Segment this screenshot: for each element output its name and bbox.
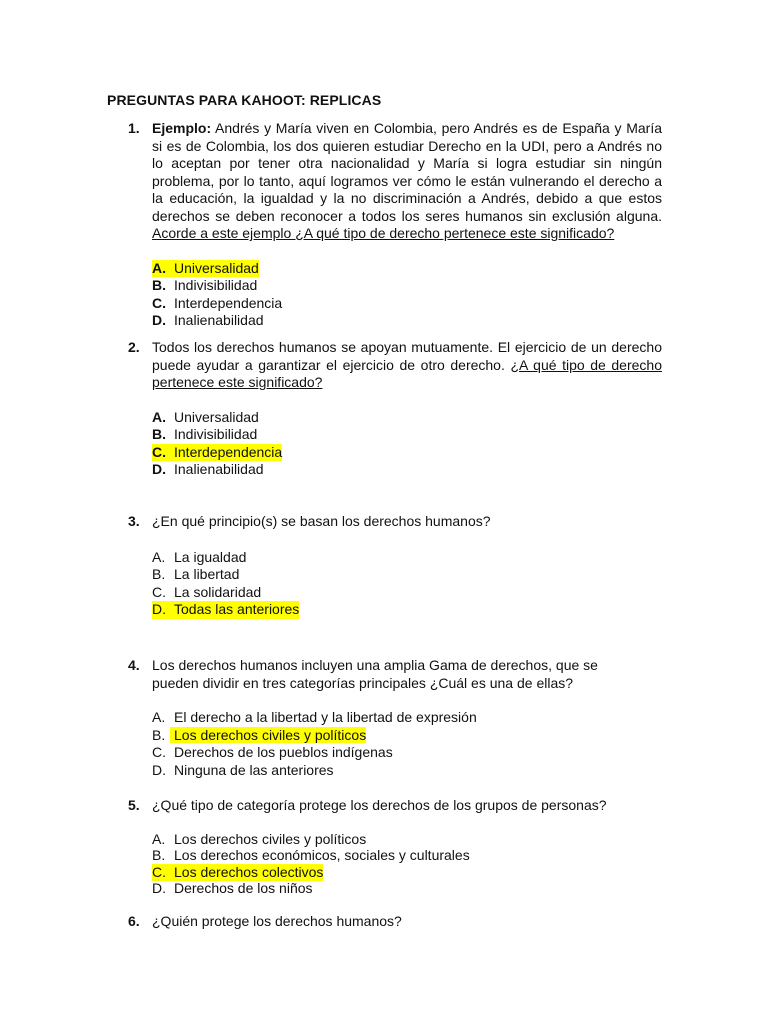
option-text: Indivisibilidad [174, 277, 258, 294]
option-letter: B. [152, 726, 166, 743]
option-text: La libertad [174, 566, 240, 583]
option-text: Todas las anteriores [174, 601, 300, 618]
option-letter: D. [152, 601, 166, 618]
option-letter: D. [152, 461, 166, 478]
option-letter: B. [152, 426, 166, 443]
option-text: Los derechos colectivos [174, 863, 324, 880]
question-prompt: Acorde a este ejemplo ¿A qué tipo de derecho pertenece este significado? [152, 225, 615, 241]
answer-option-b [152, 566, 662, 584]
answer-option-b [152, 727, 662, 745]
option-text: Derechos de los pueblos indígenas [174, 744, 393, 761]
option-text: Universalidad [174, 259, 259, 276]
question-number: 4. [128, 657, 140, 673]
option-text: Los derechos civiles y políticos [174, 830, 367, 847]
option-letter: C. [152, 583, 166, 600]
question-number: 3. [128, 513, 140, 529]
question-body: Todos los derechos humanos se apoyan mutuamente. El ejercicio de un derecho puede ayudar a garantizar el ejercicio de otro derecho. [152, 339, 662, 373]
option-letter: B. [152, 847, 166, 863]
option-letter: C. [152, 863, 166, 880]
option-letter: D. [152, 880, 166, 896]
option-text: La solidaridad [174, 583, 262, 600]
answer-option-d [152, 880, 662, 897]
option-text: Inalienabilidad [174, 312, 264, 329]
answer-option-b [152, 426, 662, 444]
answer-options [152, 409, 662, 479]
option-text: Interdependencia [174, 443, 283, 460]
option-text: Interdependencia [174, 294, 283, 311]
answer-option-a [152, 409, 662, 427]
option-letter: C. [152, 744, 166, 761]
question-5 [128, 797, 662, 897]
answer-option-a [152, 260, 662, 278]
option-letter: A. [152, 548, 166, 565]
answer-option-c [152, 584, 662, 602]
answer-option-a [152, 831, 662, 848]
question-text [152, 120, 662, 243]
option-text: Inalienabilidad [174, 461, 264, 478]
option-letter: C. [152, 443, 166, 460]
question-lead: Ejemplo: [152, 120, 212, 136]
answer-option-a [152, 709, 662, 727]
answer-option-b [152, 277, 662, 295]
answer-option-c [152, 295, 662, 313]
question-text [152, 339, 662, 392]
question-number: 2. [128, 339, 140, 355]
option-letter: A. [152, 408, 166, 425]
question-text: ¿Qué tipo de categoría protege los derechos de los grupos de personas? [152, 797, 607, 813]
option-letter: C. [152, 294, 166, 311]
option-letter: B. [152, 277, 166, 294]
option-text: Derechos de los niños [174, 880, 313, 896]
answer-option-c [152, 864, 662, 881]
answer-option-a [152, 549, 662, 567]
answer-options [152, 260, 662, 330]
option-letter: A. [152, 709, 166, 725]
question-number: 1. [128, 120, 140, 136]
option-text: La igualdad [174, 548, 247, 565]
question-number: 5. [128, 797, 140, 813]
question-number: 6. [128, 913, 140, 929]
answer-option-c [152, 444, 662, 462]
answer-option-c [152, 744, 662, 762]
answer-options [152, 549, 662, 619]
answer-option-d [152, 312, 662, 330]
option-letter: D. [152, 761, 166, 778]
answer-options [152, 831, 662, 897]
question-4 [128, 657, 662, 779]
answer-option-d [152, 762, 662, 780]
question-6 [128, 913, 662, 931]
option-text: Los derechos económicos, sociales y culturales [174, 847, 470, 863]
option-text: Ninguna de las anteriores [174, 761, 334, 778]
answer-option-d [152, 601, 662, 619]
document-title: PREGUNTAS PARA KAHOOT: REPLICAS [107, 92, 382, 108]
question-text: Los derechos humanos incluyen una amplia Gama de derechos, que se pueden dividir en tres categorías principales ¿Cuál es una de ellas? [152, 657, 598, 691]
option-text: Los derechos civiles y políticos [170, 727, 366, 743]
option-letter: A. [152, 259, 166, 276]
option-letter: A. [152, 830, 166, 847]
question-text: ¿Quién protege los derechos humanos? [152, 913, 402, 929]
question-text: ¿En qué principio(s) se basan los derechos humanos? [152, 513, 491, 529]
option-text: El derecho a la libertad y la libertad de expresión [174, 709, 477, 725]
answer-option-d [152, 461, 662, 479]
option-letter: B. [152, 566, 166, 583]
option-text: Universalidad [174, 408, 259, 425]
option-letter: D. [152, 312, 166, 329]
question-1 [128, 120, 662, 330]
question-body: Andrés y María viven en Colombia, pero Andrés es de España y María si es de Colombia, los dos quieren estudiar Derecho en la UDI, pero a Andrés no lo aceptan por tener otra nacionalidad y María si logra estudiar sin ningún problema, por lo tanto, aquí logramos ver cómo le están vulnerando el derecho a la educación, la igualdad y la no discriminación a Andrés, debido a que estos derechos se deben reconocer a todos los seres humanos sin exclusión alguna. [152, 120, 662, 224]
option-text: Indivisibilidad [174, 426, 258, 443]
answer-option-b [152, 847, 662, 864]
question-3 [128, 513, 662, 619]
question-2 [128, 339, 662, 479]
question-prompt: ¿A qué tipo de derecho pertenece este significado? [152, 356, 662, 390]
answer-options [152, 709, 662, 779]
